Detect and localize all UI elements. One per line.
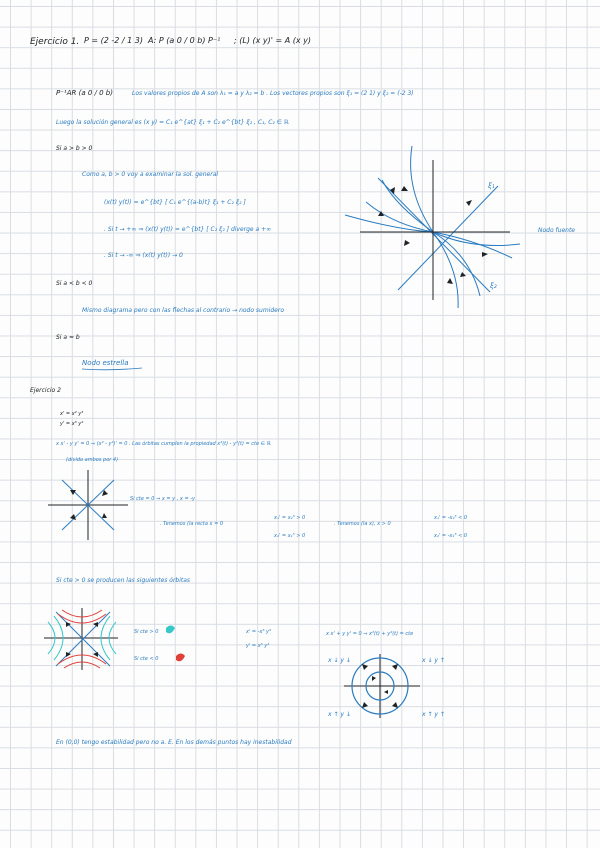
ex1-a-def: A: P (a 0 / 0 b) P⁻¹ bbox=[148, 36, 221, 45]
ex2-pos-label: Si cte > 0 bbox=[134, 629, 159, 635]
ex2-quad-bl: x ↑ y ↓ bbox=[328, 711, 351, 718]
cte0-diagram bbox=[48, 470, 128, 540]
ex2-heading: Ejercicio 2 bbox=[30, 387, 61, 394]
ex2-quad-br: x ↑ y ↑ bbox=[422, 711, 445, 718]
ex2-cte0: Si cte = 0 ⇒ x = y , x = -y bbox=[130, 496, 195, 502]
ex2-quad-tr: x ↓ y ↑ bbox=[422, 657, 445, 664]
ex2-sysB-1: x₁' = -x₂³ < 0 bbox=[434, 515, 468, 521]
ex2-sys-y: y' = x³ y² bbox=[60, 421, 84, 427]
ex1-case1-eq: (x(t) y(t)) = e^{bt} [ C₁ e^{(a-b)t} ξ₁ + C₂ ξ₂ ] bbox=[104, 199, 246, 206]
ex2-sysA-2: x₂' = x₁³ > 0 bbox=[274, 533, 306, 539]
ex2-note: (divido ambos por 4) bbox=[66, 457, 119, 463]
ex1-xi1-label: ξ₁ bbox=[488, 182, 495, 190]
ex2-first-integral: x x' - y y' = 0 ⇒ (x² - y²)' = 0 . Las órbitas cumplen la propiedad x²(t) - y²(t) = cte ∈ ℝ bbox=[56, 441, 271, 447]
hyperbola-diagram bbox=[44, 608, 118, 670]
ex1-pinv-ap: P⁻¹AR (a 0 / 0 b) bbox=[56, 89, 113, 97]
eigen-line-xi1 bbox=[378, 178, 490, 292]
ex1-xi2-label: ξ₂ bbox=[490, 282, 497, 290]
ex2-cte0-q1: . Tenemos (la recta x = 0 bbox=[160, 521, 224, 527]
center-diagram bbox=[344, 654, 420, 718]
ex1-case2-title: Si a < b < 0 bbox=[56, 280, 93, 287]
orbit-2 bbox=[382, 180, 433, 232]
ex2-sysA-1: x₁' = x₂³ > 0 bbox=[274, 515, 306, 521]
orbit-1 bbox=[411, 146, 433, 232]
ex2-cte0-q2: . Tenemos (la x), x > 0 bbox=[334, 521, 391, 527]
ex1-case3-title: Si a = b bbox=[56, 334, 80, 341]
ex1-node-label: Nodo fuente bbox=[538, 227, 575, 234]
ex1-case3-text: Nodo estrella bbox=[82, 359, 129, 367]
ex2-neg-label: Si cte < 0 bbox=[134, 656, 159, 662]
ex1-system: ; (L) (x y)' = A (x y) bbox=[234, 36, 311, 45]
ex2-first-integral2: x x' + y y' = 0 ⇒ x²(t) + y²(t) = cte bbox=[326, 631, 414, 637]
ex1-heading: Ejercicio 1. bbox=[30, 37, 80, 47]
ex1-general-solution: Luego la solución general es (x y) = C₁ e^{at} ξ₁ + C₂ e^{bt} ξ₂ , C₁, C₂ ∈ ℝ bbox=[56, 119, 289, 126]
ex1-case1-title: Si a > b > 0 bbox=[56, 145, 93, 152]
ex1-eigen-line: Los valores propios de A son λ₁ = a y λ₂ = b . Los vectores propios son ξ₁ = (2 1) y ξ₂ = (-2 3) bbox=[132, 90, 414, 97]
ex2-sysB-2: x₂' = -x₁³ < 0 bbox=[434, 533, 468, 539]
ex2-sys2-x: x' = -x³ y³ bbox=[246, 629, 272, 635]
ex2-sys-x: x' = x² y³ bbox=[60, 411, 84, 417]
ex2-sys2-y: y' = x³ y² bbox=[246, 643, 270, 649]
orbit-6 bbox=[433, 232, 458, 308]
ex1-case1-text: Como a, b > 0 voy a examinar la sol. general bbox=[82, 171, 219, 178]
ex1-case2-text: Mismo diagrama pero con las flechas al contrario → nodo sumidero bbox=[82, 307, 285, 314]
ex1-p-def: P = (2 -2 / 1 3) bbox=[84, 36, 143, 45]
ex1-case1-limit-minus: . Si t → -∞ ⇒ (x(t) y(t)) → 0 bbox=[104, 252, 183, 259]
ex1-case1-limit-plus: . Si t → +∞ ⇒ (x(t) y(t)) = e^{bt} [ C₂ ξ₂ ] diverge a +∞ bbox=[104, 226, 272, 233]
color-swatches bbox=[166, 626, 185, 662]
ex2-quad-tl: x ↓ y ↓ bbox=[328, 657, 351, 664]
ex2-cte-pos: Si cte > 0 se producen las siguientes órbitas bbox=[56, 577, 191, 584]
ex2-conclusion: En (0,0) tengo estabilidad pero no a. E. En los demás puntos hay inestabilidad bbox=[56, 739, 292, 746]
